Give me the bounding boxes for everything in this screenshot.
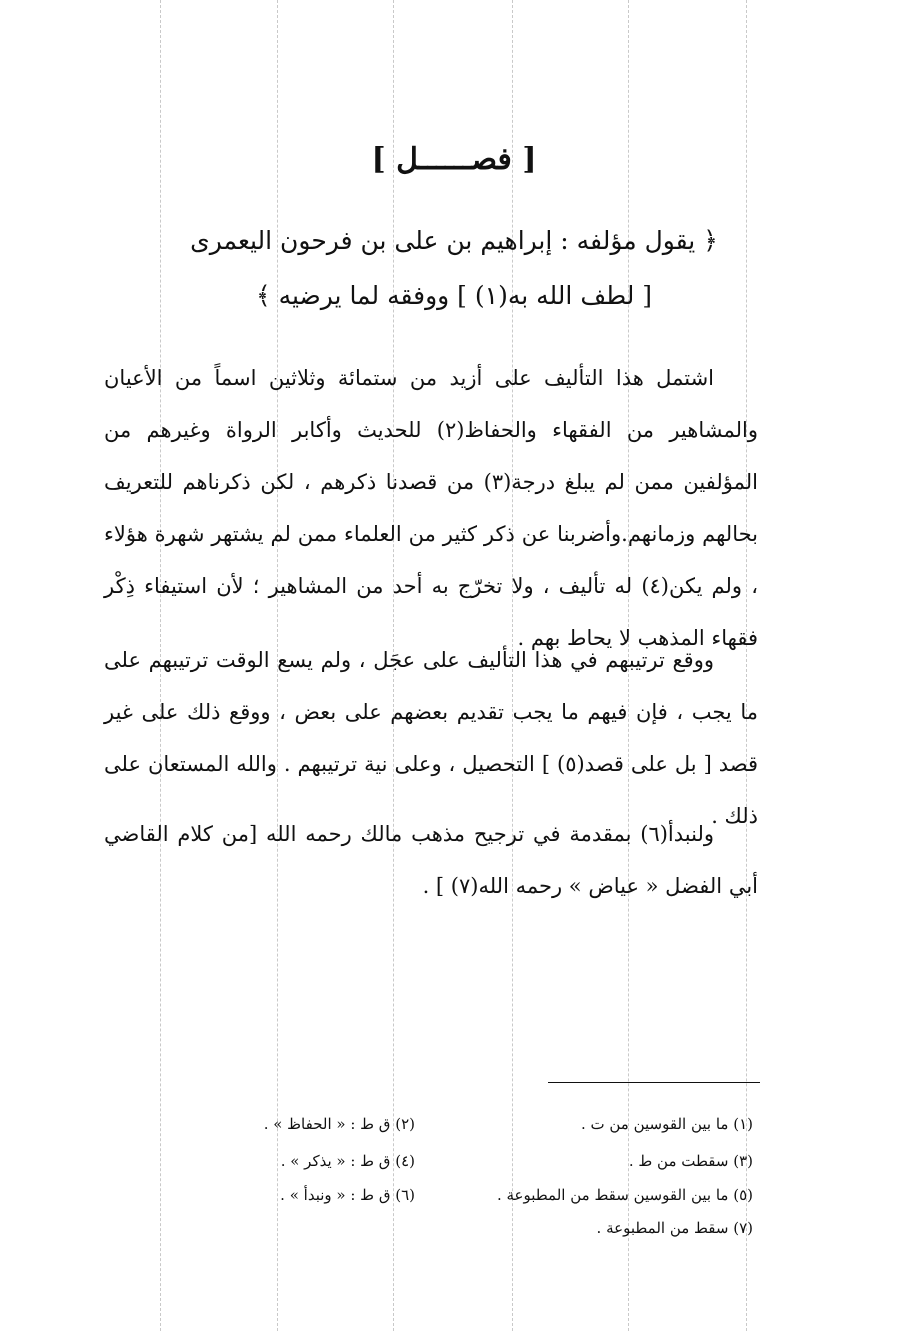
chapter-title: [ فصــــــل ] [371,142,537,177]
body-paragraph-3: ولنبدأ(٦) بمقدمة في ترجيح مذهب مالك رحمه الله [من كلام القاضي أبي الفضل « عياض » رحمه الله(٧) ] . [104,822,758,898]
footnote-6: (٦) ق ط : « ونبدأ » . [280,1186,415,1204]
author-heading-line-1: ﴿ يقول مؤلفه : إبراهيم بن على بن فرحون اليعمرى [190,226,718,255]
body-paragraph-1: اشتمل هذا التأليف على أزيد من ستمائة وثلاثين اسماً من الأعيان والمشاهير من الفقهاء والحفاظ(٢) للحديث وأكابر الرواة وغيرهم من المؤلفين ممن لم يبلغ درجة(٣) من قصدنا ذكرهم ، لكن ذكرناهم للتعريف بحالهم وزمانهم.وأضربنا عن ذكر كثير من العلماء ممن لم يشتهر شهرة هؤلاء ، ولم يكن(٤) له تأليف ، ولا تخرّج به أحد من المشاهير ؛ لأن استيفاء ذِكْر فقهاء المذهب لا يحاط بهم . [104,366,758,650]
footnote-7: (٧) سقط من المطبوعة . [596,1219,753,1237]
footnote-4: (٤) ق ط : « يذكر » . [280,1152,415,1170]
footnote-5: (٥) ما بين القوسين سقط من المطبوعة . [496,1186,753,1204]
author-heading-line-2: [ لطف الله به(١) ] ووفقه لما يرضيه ﴾ [255,281,653,310]
footnote-separator [548,1082,760,1083]
footnote-1: (١) ما بين القوسين من ت . [580,1115,753,1133]
body-paragraph-2: ووقع ترتيبهم في هذا التأليف على عجَل ، ولم يسع الوقت ترتيبهم على ما يجب ، فإن فيهم ما يجب تقديم بعضهم على بعض ، ووقع ذلك على غير قصد [ بل على قصد(٥) ] التحصيل ، وعلى نية ترتيبهم . والله المستعان على ذلك . [104,648,759,828]
footnote-3: (٣) سقطت من ط . [628,1152,753,1170]
footnote-2: (٢) ق ط : « الحفاظ » . [263,1115,415,1133]
